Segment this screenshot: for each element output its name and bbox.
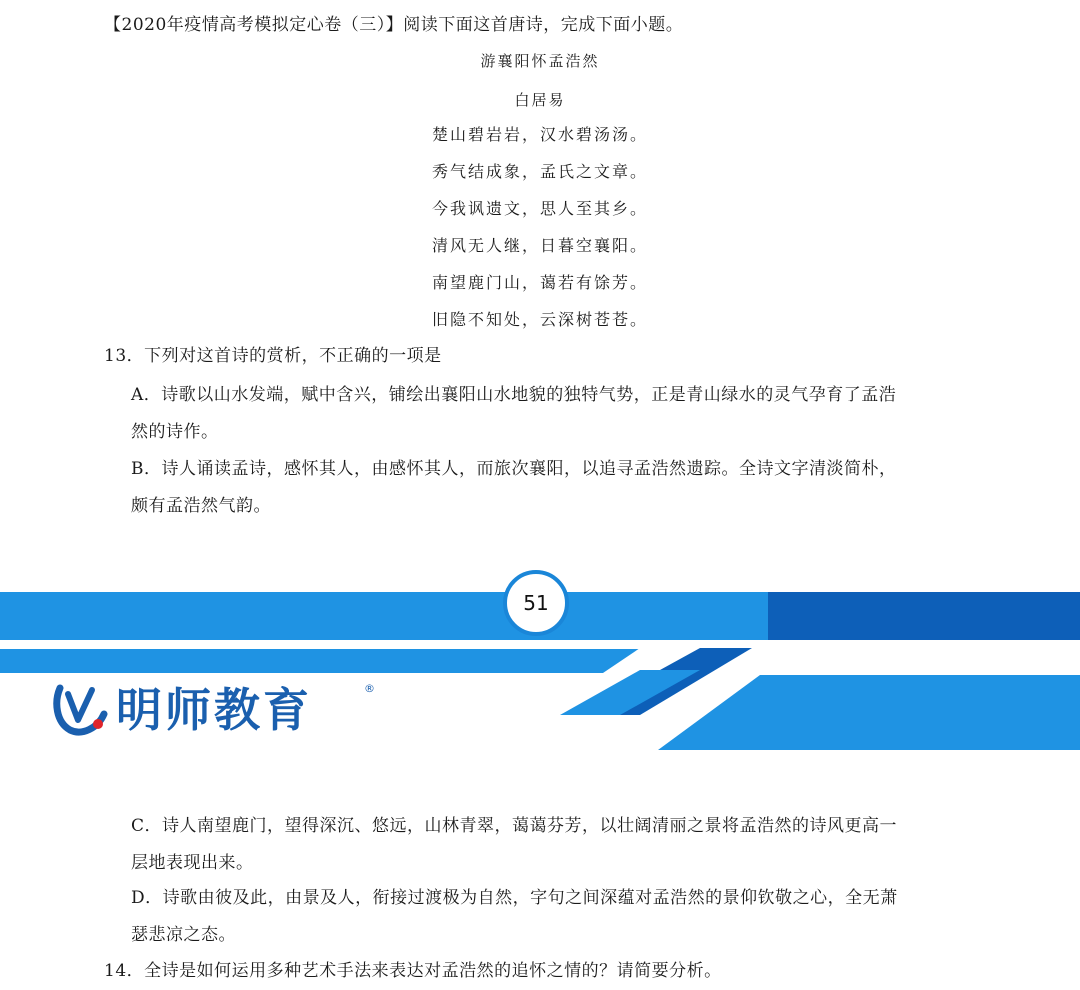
poem-line: 今我讽遗文，思人至其乡。 [431, 199, 648, 218]
poem-title: 游襄阳怀孟浩然 [480, 52, 600, 70]
option-a-line: 然的诗作。 [131, 422, 219, 442]
option-d-line: 瑟悲凉之态。 [131, 925, 236, 945]
option-a-line: A．诗歌以山水发端，赋中含兴，铺绘出襄阳山水地貌的独特气势，正是青山绿水的灵气孕育了孟浩 [131, 385, 897, 405]
page-banner [0, 560, 1080, 770]
option-b-line: B．诗人诵读孟诗，感怀其人，由感怀其人，而旅次襄阳，以追寻孟浩然遗踪。全诗文字清淡简朴， [131, 459, 897, 479]
poem-author: 白居易 [514, 91, 566, 109]
option-b-line: 颇有孟浩然气韵。 [131, 496, 271, 516]
question-13-stem: 13．下列对这首诗的赏析，不正确的一项是 [104, 346, 442, 366]
question-14-stem: 14．全诗是如何运用多种艺术手法来表达对孟浩然的追怀之情的？请简要分析。 [104, 961, 722, 981]
option-d-line: D．诗歌由彼及此，由景及人，衔接过渡极为自然，字句之间深蕴对孟浩然的景仰钦敬之心，全无萧 [131, 888, 898, 908]
poem-line: 旧隐不知处，云深树苍苍。 [431, 310, 648, 329]
option-c-line: C．诗人南望鹿门，望得深沉、悠远，山林青翠，蔼蔼芬芳，以壮阔清丽之景将孟浩然的诗风更高一 [131, 816, 898, 836]
registered-mark: ® [364, 682, 375, 695]
poem-line: 楚山碧岩岩，汉水碧汤汤。 [431, 125, 648, 144]
logo-mark-icon [52, 680, 112, 736]
poem-line: 秀气结成象，孟氏之文章。 [431, 162, 648, 181]
poem-line: 南望鹿门山，蔼若有馀芳。 [431, 273, 648, 292]
logo-text: 明师教育 [116, 683, 312, 737]
poem-line: 清风无人继，日暮空襄阳。 [431, 236, 648, 255]
option-c-line: 层地表现出来。 [131, 853, 254, 873]
page-number: 51 [503, 570, 569, 636]
question-header: 【2020年疫情高考模拟定心卷（三）】阅读下面这首唐诗，完成下面小题。 [104, 15, 684, 35]
